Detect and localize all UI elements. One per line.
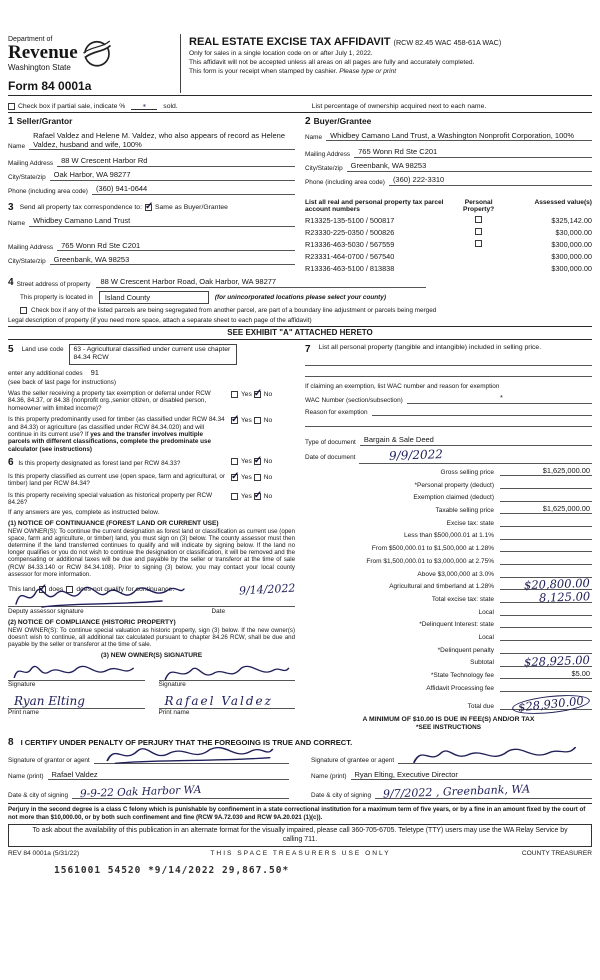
historic-question-row [8, 492, 295, 507]
certification-section-number: 8 [8, 736, 14, 748]
owner2-print-handwritten: Rafael Valdez [164, 694, 273, 709]
owner2-signature [161, 661, 291, 683]
tax-line-value[interactable] [500, 531, 592, 540]
personal-property-checkbox[interactable] [475, 228, 482, 235]
parcel-col-personal-header: Personal Property? [463, 198, 495, 213]
buyer-mailing-label: Mailing Address [305, 150, 351, 158]
street-address-label: Street address of property [16, 280, 91, 288]
tax-line-label: Affidavit Processing fee [426, 684, 494, 692]
corr-name-field[interactable]: Whidbey Camano Land Trust [29, 216, 295, 227]
buyer-section [305, 113, 592, 195]
certification-section [8, 737, 592, 800]
tax-line-label: Total due [467, 702, 494, 710]
yes-label: Yes [241, 458, 252, 466]
timber-question-row [8, 416, 295, 453]
owner1-signature [10, 661, 140, 683]
personal-property-checkbox[interactable] [475, 240, 482, 247]
parcel-row [305, 216, 592, 225]
seller-mailing-label: Mailing Address [8, 159, 54, 167]
grantee-name-label: Name (print) [311, 773, 347, 781]
exemption-no-checkbox[interactable] [254, 391, 261, 398]
owner2-print-line[interactable] [159, 691, 296, 709]
reason-exemption-field[interactable] [372, 407, 592, 416]
parcel-col-numbers-header: List all real and personal property tax parcel account numbers [305, 198, 444, 213]
parcel-number: R13325-135-5100 / 500817 [305, 215, 395, 225]
personal-property-blank-line[interactable] [305, 355, 592, 366]
seller-phone-field[interactable]: (360) 941-0644 [92, 184, 295, 195]
buyer-section-number: 2 [305, 116, 311, 127]
footer-row [8, 850, 592, 857]
timber-question: Is this property predominantly used for timber (as classified under RCW 84.34 and 84.33) or agriculture (as classified under RCW 84.34.020) and will continue in its current use? If yes and the transfer involves multiple parcels with different classifications, complete the predominate use calculator (see instructions) [8, 416, 225, 453]
buyer-city-label: City/State/zip [305, 164, 343, 172]
land-prefix: This land [8, 585, 36, 593]
page-title: REAL ESTATE EXCISE TAX AFFIDAVIT (RCW 82.45 WAC 458-61A WAC) [189, 36, 502, 48]
street-address-field[interactable]: 88 W Crescent Harbor Road, Oak Harbor, WA 98277 [96, 277, 426, 288]
land-use-label: Land use code [21, 345, 64, 353]
legal-description-label: Legal description of property (if you need more space, attach a separate sheet to each page of the affidavit) [8, 316, 312, 324]
land-use-section [8, 344, 295, 454]
instruction-line-1: Only for sales in a single location code on or after July 1, 2022. [189, 49, 373, 57]
land-use-section-number: 5 [8, 343, 14, 355]
segregated-checkbox[interactable] [20, 307, 27, 314]
owner-signature-block-1 [8, 663, 145, 716]
forest-yes-checkbox[interactable] [231, 458, 238, 465]
tax-line-label: From $1,500,000.01 to $3,000,000 at 2.75% [366, 557, 494, 565]
see-instructions-note: *SEE INSTRUCTIONS [416, 723, 481, 731]
certification-title: I CERTIFY UNDER PENALTY OF PERJURY THAT THE FOREGOING IS TRUE AND CORRECT. [20, 737, 353, 747]
current-use-no-checkbox[interactable] [254, 474, 261, 481]
grantor-date-handwritten: 9-9-22 Oak Harbor WA [79, 783, 202, 800]
tax-line-value[interactable] [500, 619, 592, 628]
tax-line-label: Subtotal [470, 659, 494, 667]
owner1-signature-line[interactable] [8, 663, 145, 681]
doc-type-field[interactable]: Bargain & Sale Deed [360, 435, 592, 446]
timber-yes-checkbox[interactable] [231, 417, 238, 424]
current-use-question: Is this property classified as current use (open space, farm and agricultural, or timber) land per RCW 84.34? [8, 472, 225, 488]
seller-name-label: Name [8, 143, 26, 150]
personal-property-blank-line[interactable] [305, 366, 592, 377]
current-use-yes-checkbox[interactable] [231, 474, 238, 481]
tax-line-label: *Delinquent penalty [437, 646, 494, 654]
tax-line-label: Above $3,000,000 at 3.0% [417, 570, 494, 578]
dor-dept-text: Department of [8, 36, 53, 43]
county-treasurer-label: COUNTY TREASURER [521, 850, 592, 858]
parcel-col-assessed-header: Assessed value(s) [534, 198, 592, 206]
treasurer-space-label: THIS SPACE TREASURERS USE ONLY [210, 850, 391, 858]
owner2-signature-label: Signature [158, 681, 186, 689]
county-select[interactable]: Island County [99, 291, 209, 304]
buyer-phone-label: Phone (including area code) [305, 178, 385, 186]
exemption-question-row [8, 390, 295, 412]
buyer-name-field[interactable]: Whidbey Camano Land Trust, a Washington Nonprofit Corporation, 100% [326, 131, 592, 142]
corr-name-label: Name [8, 219, 26, 227]
continuance-title: (1) NOTICE OF CONTINUANCE (FOREST LAND OR CURRENT USE) [8, 519, 219, 527]
corr-city-field[interactable]: Greenbank, WA 98253 [50, 255, 295, 266]
seller-mailing-field[interactable]: 88 W Crescent Harbor Rd [57, 156, 295, 167]
dor-agency-text: Revenue [8, 42, 78, 63]
owner-signature-block-2 [159, 663, 296, 716]
same-as-buyer-checkbox[interactable] [145, 204, 152, 211]
tax-line-label: Local [478, 608, 494, 616]
exemption-yes-checkbox[interactable] [231, 391, 238, 398]
designation-section-number: 6 [8, 457, 14, 469]
yes-label: Yes [241, 492, 252, 500]
tax-line-value[interactable] [500, 607, 592, 616]
yes-label: Yes [241, 417, 252, 425]
additional-codes-field[interactable]: 91 [90, 367, 99, 377]
form-number: Form 84 0001a [8, 79, 92, 93]
tax-line-value[interactable] [500, 589, 592, 605]
seller-section-title: Seller/Grantor [16, 116, 73, 126]
minimum-due-note: A MINIMUM OF $10.00 IS DUE IN FEE(S) AND/OR TAX [362, 715, 535, 723]
does-label: does [48, 585, 64, 593]
deputy-date-label: Date [211, 607, 225, 615]
no-label: No [263, 458, 273, 466]
assessor-date-handwritten: 9/14/2022 [238, 581, 296, 598]
continuance-body: NEW OWNER(S): To continue the current designation as forest land or classification as current use (open space, farm and agriculture, or timber) land, you must sign on (3) below. The county assessor must then determine if the land transferred continues to qualify and will indicate by signing below. If the land no longer qualifies or you do not wish to continue the designation or classification, it will be removed and the compensating or additional taxes will be due and payable by the seller or transferor at the time of sale (RCW 84.33.140 or RCW 84.34.108). Prior to signing (3) below, you may contact your local county assessor for more information. [8, 528, 295, 578]
seller-phone-label: Phone (including area code) [8, 187, 88, 195]
new-owner-signature-title: (3) NEW OWNER(S) SIGNATURE [100, 652, 203, 660]
tax-line-value[interactable] [500, 543, 592, 552]
parcel-row [305, 264, 592, 273]
additional-codes-label: enter any additional codes [8, 369, 83, 377]
assessed-value: $30,000.00 [555, 227, 592, 237]
tax-line-value[interactable] [500, 480, 592, 489]
parcel-row [305, 252, 592, 261]
tax-computation-table [305, 465, 592, 715]
correspondence-title: Send all property tax correspondence to: [19, 203, 142, 211]
owner2-signature-line[interactable] [159, 663, 296, 681]
tax-line-value[interactable] [500, 693, 592, 715]
new-owner-signatures [8, 663, 295, 716]
tax-line-label: Exemption claimed (deduct) [413, 494, 494, 502]
tax-line-value[interactable] [500, 556, 592, 565]
grantor-name-field[interactable]: Rafael Valdez [48, 770, 289, 781]
ownership-note: List percentage of ownership acquired next to each name. [311, 103, 487, 110]
reason-blank-line[interactable] [305, 416, 592, 427]
historic-yes-checkbox[interactable] [231, 493, 238, 500]
alternate-format-notice: To ask about the availability of this publication in an alternate format for the visually impaired, please call 360-705-6705. Teletype (TTY) users may use the WA Relay Service by calling 711. [8, 824, 592, 847]
grantee-certification [311, 748, 592, 800]
no-label: No [263, 473, 273, 481]
owner1-print-line[interactable] [8, 691, 145, 709]
tax-line-label: *Delinquent Interest: state [419, 621, 494, 629]
doc-date-handwritten: 9/9/2022 [389, 447, 444, 464]
property-section-number: 4 [8, 276, 14, 288]
assessed-value: $300,000.00 [551, 251, 592, 261]
tax-line-label: *State Technology fee [430, 672, 494, 680]
grantee-date-handwritten: 9/7/2022 , Greenbank, WA [382, 782, 531, 801]
buyer-phone-field[interactable]: (360) 222-3310 [389, 175, 592, 186]
county-note: (for unincorporated locations please select your county) [214, 293, 386, 301]
seller-city-field[interactable]: Oak Harbor, WA 98277 [50, 170, 295, 181]
buyer-name-label: Name [305, 134, 323, 141]
exemption-note: If claiming an exemption, list WAC number and reason for exemption [305, 382, 500, 390]
seller-name-field[interactable]: Rafael Valdez and Helene M. Valdez, who also appears of record as Helene Valdez, husband and wife, 100% [29, 131, 295, 151]
yes-label: Yes [241, 390, 252, 398]
partial-sale-row [8, 100, 592, 112]
grantee-signature [406, 742, 580, 766]
deputy-assessor-label: Deputy assessor signature [8, 607, 84, 615]
total-excise-state-handwritten: 8,125.00 [538, 589, 591, 605]
grantor-date-field[interactable] [72, 783, 289, 800]
personal-property-section-number: 7 [305, 343, 311, 355]
parties-section [8, 113, 592, 195]
parcel-row [305, 228, 592, 237]
tax-line-value[interactable] [500, 652, 592, 669]
historic-no-checkbox[interactable] [254, 493, 261, 500]
parcel-row [305, 240, 592, 249]
grantor-certification [8, 748, 289, 800]
no-label: No [263, 417, 273, 425]
designation-section [8, 457, 295, 716]
personal-property-checkbox[interactable] [475, 216, 482, 223]
rev-number: REV 84 0001a (5/31/22) [8, 850, 80, 858]
correspondence-section [8, 199, 295, 273]
correspondence-parcels-section [8, 199, 592, 273]
tax-line-label: Less than $500,000.01 at 1.1% [404, 532, 494, 540]
doc-date-label: Date of document [305, 453, 356, 461]
legal-description-value: SEE EXHIBIT "A" ATTACHED HERETO [227, 328, 373, 337]
wac-number-field[interactable]: * [407, 393, 592, 404]
corr-city-label: City/State/zip [8, 258, 46, 265]
yes-label: Yes [241, 473, 252, 481]
answers-note: If any answers are yes, complete as instructed below. [8, 508, 160, 516]
segregated-label: Check box if any of the listed parcels are being segregated from another parcel, are part of a boundary line adjustment or parcels being merged [31, 306, 437, 314]
reason-exemption-label: Reason for exemption [305, 409, 368, 416]
grantor-date-label: Date & city of signing [8, 792, 69, 800]
same-as-buyer-label: Same as Buyer/Grantee [154, 203, 228, 211]
tax-line-label: *Personal property (deduct) [414, 481, 494, 489]
tax-line-value[interactable] [500, 493, 592, 502]
forest-question: 6 Is this property designated as forest land per RCW 84.33? [8, 457, 181, 469]
located-in-label: This property is located in [20, 293, 93, 301]
tax-line-value[interactable]: $5.00 [500, 669, 592, 680]
owner1-signature-label: Signature [8, 681, 36, 689]
instruction-line-3: This form is your receipt when stamped by cashier. Please type or print [189, 67, 397, 75]
tax-line-value[interactable]: $1,625,000.00 [500, 504, 592, 515]
tax-line-label: Taxable selling price [435, 507, 494, 515]
land-use-code-box[interactable]: 63 - Agricultural classified under current use chapter 84.34 RCW [69, 344, 237, 365]
seller-section-number: 1 [8, 116, 14, 127]
buyer-mailing-field[interactable]: 765 Wonn Rd Ste C201 [354, 147, 592, 158]
grantee-date-label: Date & city of signing [311, 792, 372, 800]
grantee-signature-line[interactable] [398, 750, 592, 764]
buyer-section-title: Buyer/Grantee [313, 116, 372, 126]
rcw-reference: (RCW 82.45 WAC 458-61A WAC) [393, 38, 502, 47]
main-columns [8, 344, 592, 731]
assessed-value: $300,000.00 [551, 263, 592, 273]
tax-line-value[interactable]: $1,625,000.00 [500, 466, 592, 477]
tax-line-label: Total excise tax: state [431, 595, 494, 603]
parcel-number: R23330-225-0350 / 500826 [305, 227, 395, 237]
parcel-table [305, 199, 592, 273]
owner1-print-handwritten: Ryan Elting [14, 694, 85, 709]
buyer-city-field[interactable]: Greenbank, WA 98253 [347, 161, 592, 172]
seller-section [8, 113, 295, 195]
grantor-signature-label: Signature of grantor or agent [8, 756, 90, 764]
dor-logo [8, 36, 180, 72]
subtotal-handwritten: $28,925.00 [523, 652, 591, 669]
corr-mailing-label: Mailing Address [8, 244, 54, 251]
current-use-question-row [8, 473, 295, 488]
forest-question-row [8, 457, 295, 469]
grantee-date-field[interactable] [375, 782, 592, 801]
total-due-handwritten: $28,930.00 [511, 692, 590, 717]
grantee-signature-label: Signature of grantee or agent [311, 756, 395, 764]
tax-line-value[interactable] [500, 632, 592, 641]
does-not-label: does not qualify for continuance. [76, 585, 175, 593]
instruction-line-2: This affidavit will not be accepted unless all areas on all pages are fully and accurately completed. [189, 58, 475, 66]
section7-column [305, 344, 592, 731]
assessed-value: $300,000.00 [551, 239, 592, 249]
tax-line-label: Agricultural and timberland at 1.28% [389, 583, 494, 591]
historic-question: Is this property receiving special valuation as historical property per RCW 84.26? [8, 491, 213, 507]
grantor-signature-line[interactable] [94, 750, 289, 764]
see-back-note: (see back of last page for instructions) [8, 378, 116, 386]
deputy-assessor-signature [12, 580, 187, 610]
partial-sale-checkbox[interactable] [8, 103, 15, 110]
compliance-title: (2) NOTICE OF COMPLIANCE (HISTORIC PROPERTY) [8, 618, 176, 626]
dor-state-text: Washington State [8, 63, 71, 72]
grantor-name-label: Name (print) [8, 773, 44, 781]
property-section [8, 277, 592, 340]
grantor-signature [102, 742, 278, 766]
type-or-print-note: Please type or print [339, 67, 397, 75]
partial-sale-suffix: sold. [163, 103, 178, 110]
deputy-signature-line[interactable] [8, 598, 295, 607]
no-label: No [263, 492, 273, 500]
tax-line-value[interactable] [500, 683, 592, 692]
parcel-number: R13336-463-5030 / 567559 [305, 239, 395, 249]
corr-mailing-field[interactable]: 765 Wonn Rd Ste C201 [57, 241, 295, 252]
tax-line-label: From $500,000.01 to $1,500,000 at 1.28% [371, 545, 494, 553]
parcel-number: R13336-463-5100 / 813838 [305, 263, 395, 273]
left-column [8, 344, 295, 731]
owner2-print-label: Print name [158, 709, 190, 717]
doc-date-field[interactable] [359, 447, 592, 464]
forest-no-checkbox[interactable] [254, 458, 261, 465]
form-header [8, 34, 592, 93]
agricultural-tax-handwritten: $20,800.00 [523, 576, 591, 593]
partial-sale-percent-field[interactable]: * [131, 105, 157, 110]
partial-sale-label: Check box if partial sale, indicate % [18, 103, 126, 110]
perjury-notice: Perjury in the second degree is a class C felony which is punishable by confinement in a state correctional institution for a maximum term of five years, or by a fine in an amount fixed by the court of not more than $10,000.00, or by both such confinement and fine (RCW 9A.72.030 and RCW 9A.20.021 (1)(c)). [8, 806, 586, 821]
personal-property-title: List all personal property (tangible and intangible) included in selling price. [318, 343, 542, 351]
grantee-name-field[interactable]: Ryan Elting, Executive Director [351, 770, 592, 781]
correspondence-section-number: 3 [8, 201, 14, 213]
doc-type-label: Type of document [305, 438, 356, 446]
tax-line-label: Excise tax: state [446, 519, 494, 527]
seller-city-label: City/State/zip [8, 173, 46, 181]
owner1-print-label: Print name [8, 709, 39, 717]
no-label: No [263, 390, 273, 398]
compliance-body: NEW OWNER(S): To continue special valuation as historic property, sign (3) below. If the new owner(s) doesn't wish to continue, all additional tax calculated pursuant to chapter 84.26 RCW, shall be due and payable by the seller or transferor at the time of sale. [8, 627, 295, 649]
tax-line-label: Gross selling price [440, 469, 494, 477]
tax-line-label: Local [478, 633, 494, 641]
exemption-question: Was the seller receiving a property tax exemption or deferral under RCW 84.36, 84.37, or 84.38 (nonprofit org.,senior citizen, or disabled person, homeowner with limited income)? [8, 389, 211, 412]
assessed-value: $325,142.00 [551, 215, 592, 225]
tax-line-value[interactable] [500, 518, 592, 527]
wac-number-label: WAC Number (section/subsection) [305, 396, 403, 404]
parcel-number: R23331-464-0700 / 567540 [305, 251, 395, 261]
timber-no-checkbox[interactable] [254, 417, 261, 424]
cashier-stamp: 1561001 54520 *9/14/2022 29,867.50* [54, 865, 290, 877]
dor-swoosh-icon [82, 38, 112, 68]
